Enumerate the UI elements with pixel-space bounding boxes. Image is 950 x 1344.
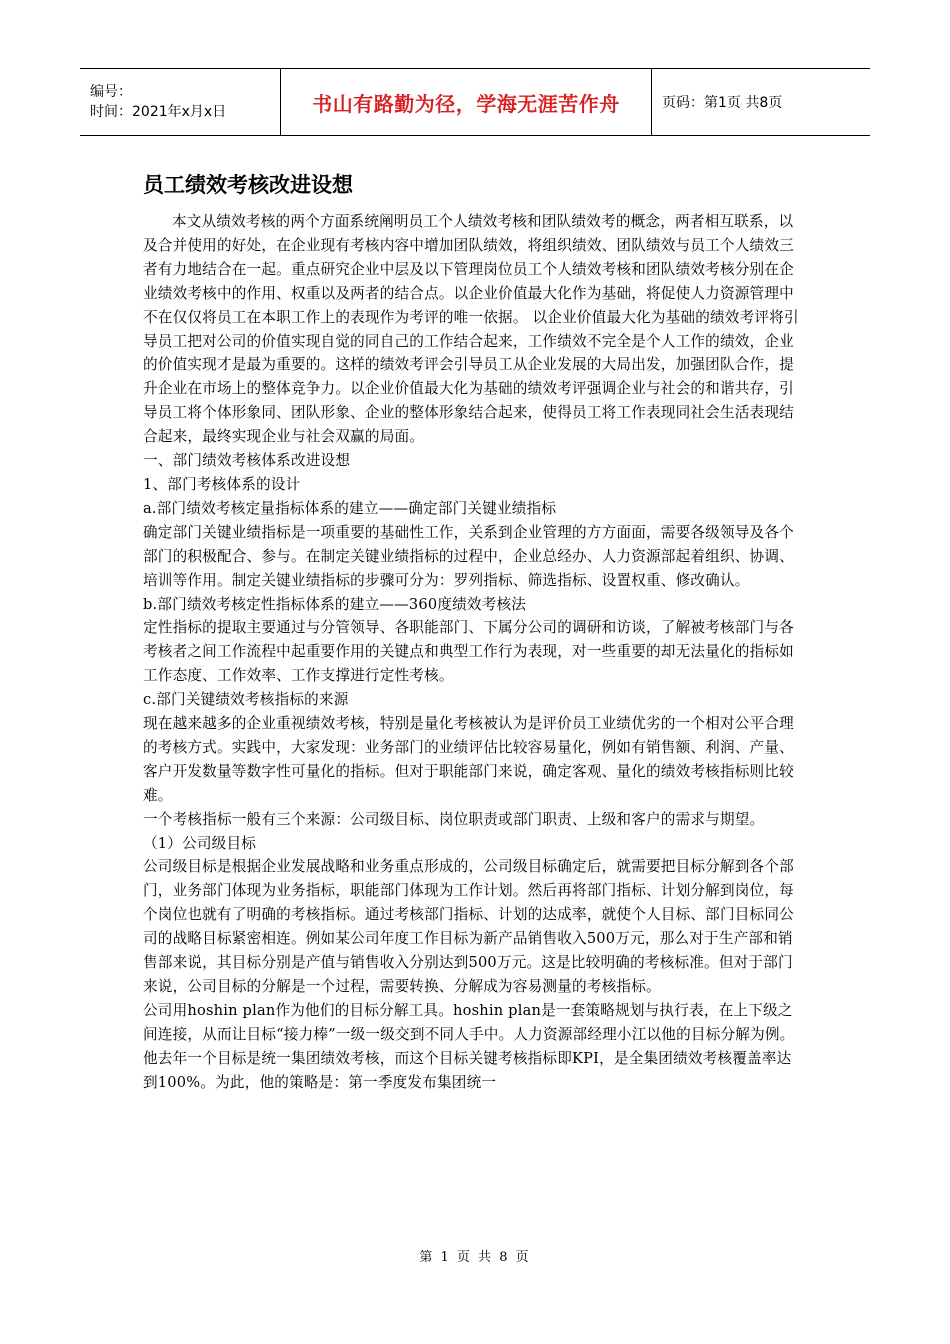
subsection-heading: 1、部门考核体系的设计 [143,475,301,493]
header-meta [80,69,280,135]
document-time-label: 时间：2021年x月x日 [90,104,227,120]
header-motto-cell [280,69,652,135]
body-paragraph: 公司级目标是根据企业发展战略和业务重点形成的，公司级目标确定后，就需要把目标分解到各个部门，业务部门体现为业务指标，职能部门体现为工作计划。然后再将部门指标、计划分解到岗位，每个岗位也就有了明确的考核指标。通过考核部门指标、计划的达成率，就使个人目标、部门目标同公司的战略目标紧密相连。例如某公司年度工作目标为新产品销售收入500万元，那么对于生产部和销售部来说，其目标分别是产值与销售收入分别达到500万元。这是比较明确的考核标准。但对于部门来说，公司目标的分解是一个过程，需要转换、分解成为容易测量的考核指标。 [143,858,794,995]
intro-paragraph: 本文从绩效考核的两个方面系统阐明员工个人绩效考核和团队绩效考的概念，两者相互联系，以及合并使用的好处，在企业现有考核内容中增加团队绩效，将组织绩效、团队绩效与员工个人绩效三者有力地结合在一起。重点研究企业中层及以下管理岗位员工个人绩效考核和团队绩效考核分别在企业绩效考核中的作用、权重以及两者的结合点。以企业价值最大化作为基础，将促使人力资源管理中不在仅仅将员工在本职工作上的表现作为考评的唯一依据。 以企业价值最大化为基础的绩效考评将引导员工把对公司的价值实现自觉的同自己的工作结合起来，工作绩效不完全是个人工作的绩效，企业的价值实现才是最为重要的。这样的绩效考评会引导员工从企业发展的大局出发，加强团队合作，提升企业在市场上的整体竞争力。以企业价值最大化为基础的绩效考评强调企业与社会的和谐共存，引导员工将个体形象同、团队形象、企业的整体形象结合起来，使得员工将工作表现同社会生活表现结合起来，最终实现企业与社会双赢的局面。 [143,213,799,446]
item-heading: a.部门绩效考核定量指标体系的建立——确定部门关键业绩指标 [143,499,557,517]
header-page-number: 页码：第1页 共8页 [662,95,783,111]
body-paragraph: 一个考核指标一般有三个来源：公司级目标、岗位职责或部门职责、上级和客户的需求与期望。 [143,810,765,828]
section-heading: 一、部门绩效考核体系改进设想 [143,452,351,470]
item-heading: b.部门绩效考核定性指标体系的建立——360度绩效考核法 [143,595,527,613]
item-heading: c.部门关键绩效考核指标的来源 [143,691,349,709]
item-heading: （1）公司级目标 [143,834,257,852]
body-paragraph: 现在越来越多的企业重视绩效考核，特别是量化考核被认为是评价员工业绩优劣的一个相对公平合理的考核方式。实践中，大家发现：业务部门的业绩评估比较容易量化，例如有销售额、利润、产量、客户开发数量等数字性可量化的指标。但对于职能部门来说，确定客观、量化的绩效考核指标则比较难。 [143,715,794,804]
page-header [80,68,870,136]
page-footer: 第 1 页 共 8 页 [419,1250,531,1265]
body-paragraph: 定性指标的提取主要通过与分管领导、各职能部门、下属分公司的调研和访谈，了解被考核部门与各考核者之间工作流程中起重要作用的关键点和典型工作行为表现，对一些重要的却无法量化的指标如工作态度、工作效率、工作支撑进行定性考核。 [143,619,794,685]
header-page-cell [652,69,870,135]
body-paragraph: 确定部门关键业绩指标是一项重要的基础性工作，关系到企业管理的方方面面，需要各级领导及各个部门的积极配合、参与。在制定关键业绩指标的过程中，企业总经办、人力资源部起着组织、协调、培训等作用。制定关键业绩指标的步骤可分为：罗列指标、筛选指标、设置权重、修改确认。 [143,523,794,589]
document-title: 员工绩效考核改进设想 [143,173,353,197]
body-paragraph: 公司用hoshin plan作为他们的目标分解工具。hoshin plan是一套策略规划与执行表，在上下级之间连接，从而让目标“接力棒”一级一级交到不同人手中。人力资源部经理小江以他的目标分解为例。他去年一个目标是统一集团绩效考核，而这个目标关键考核指标即KPI，是全集团绩效考核覆盖率达到100%。为此，他的策略是：第一季度发布集团统一 [143,1001,795,1091]
document-number-label: 编号： [90,84,132,100]
header-motto: 书山有路勤为径，学海无涯苦作舟 [312,91,620,116]
document-body [143,168,803,1095]
